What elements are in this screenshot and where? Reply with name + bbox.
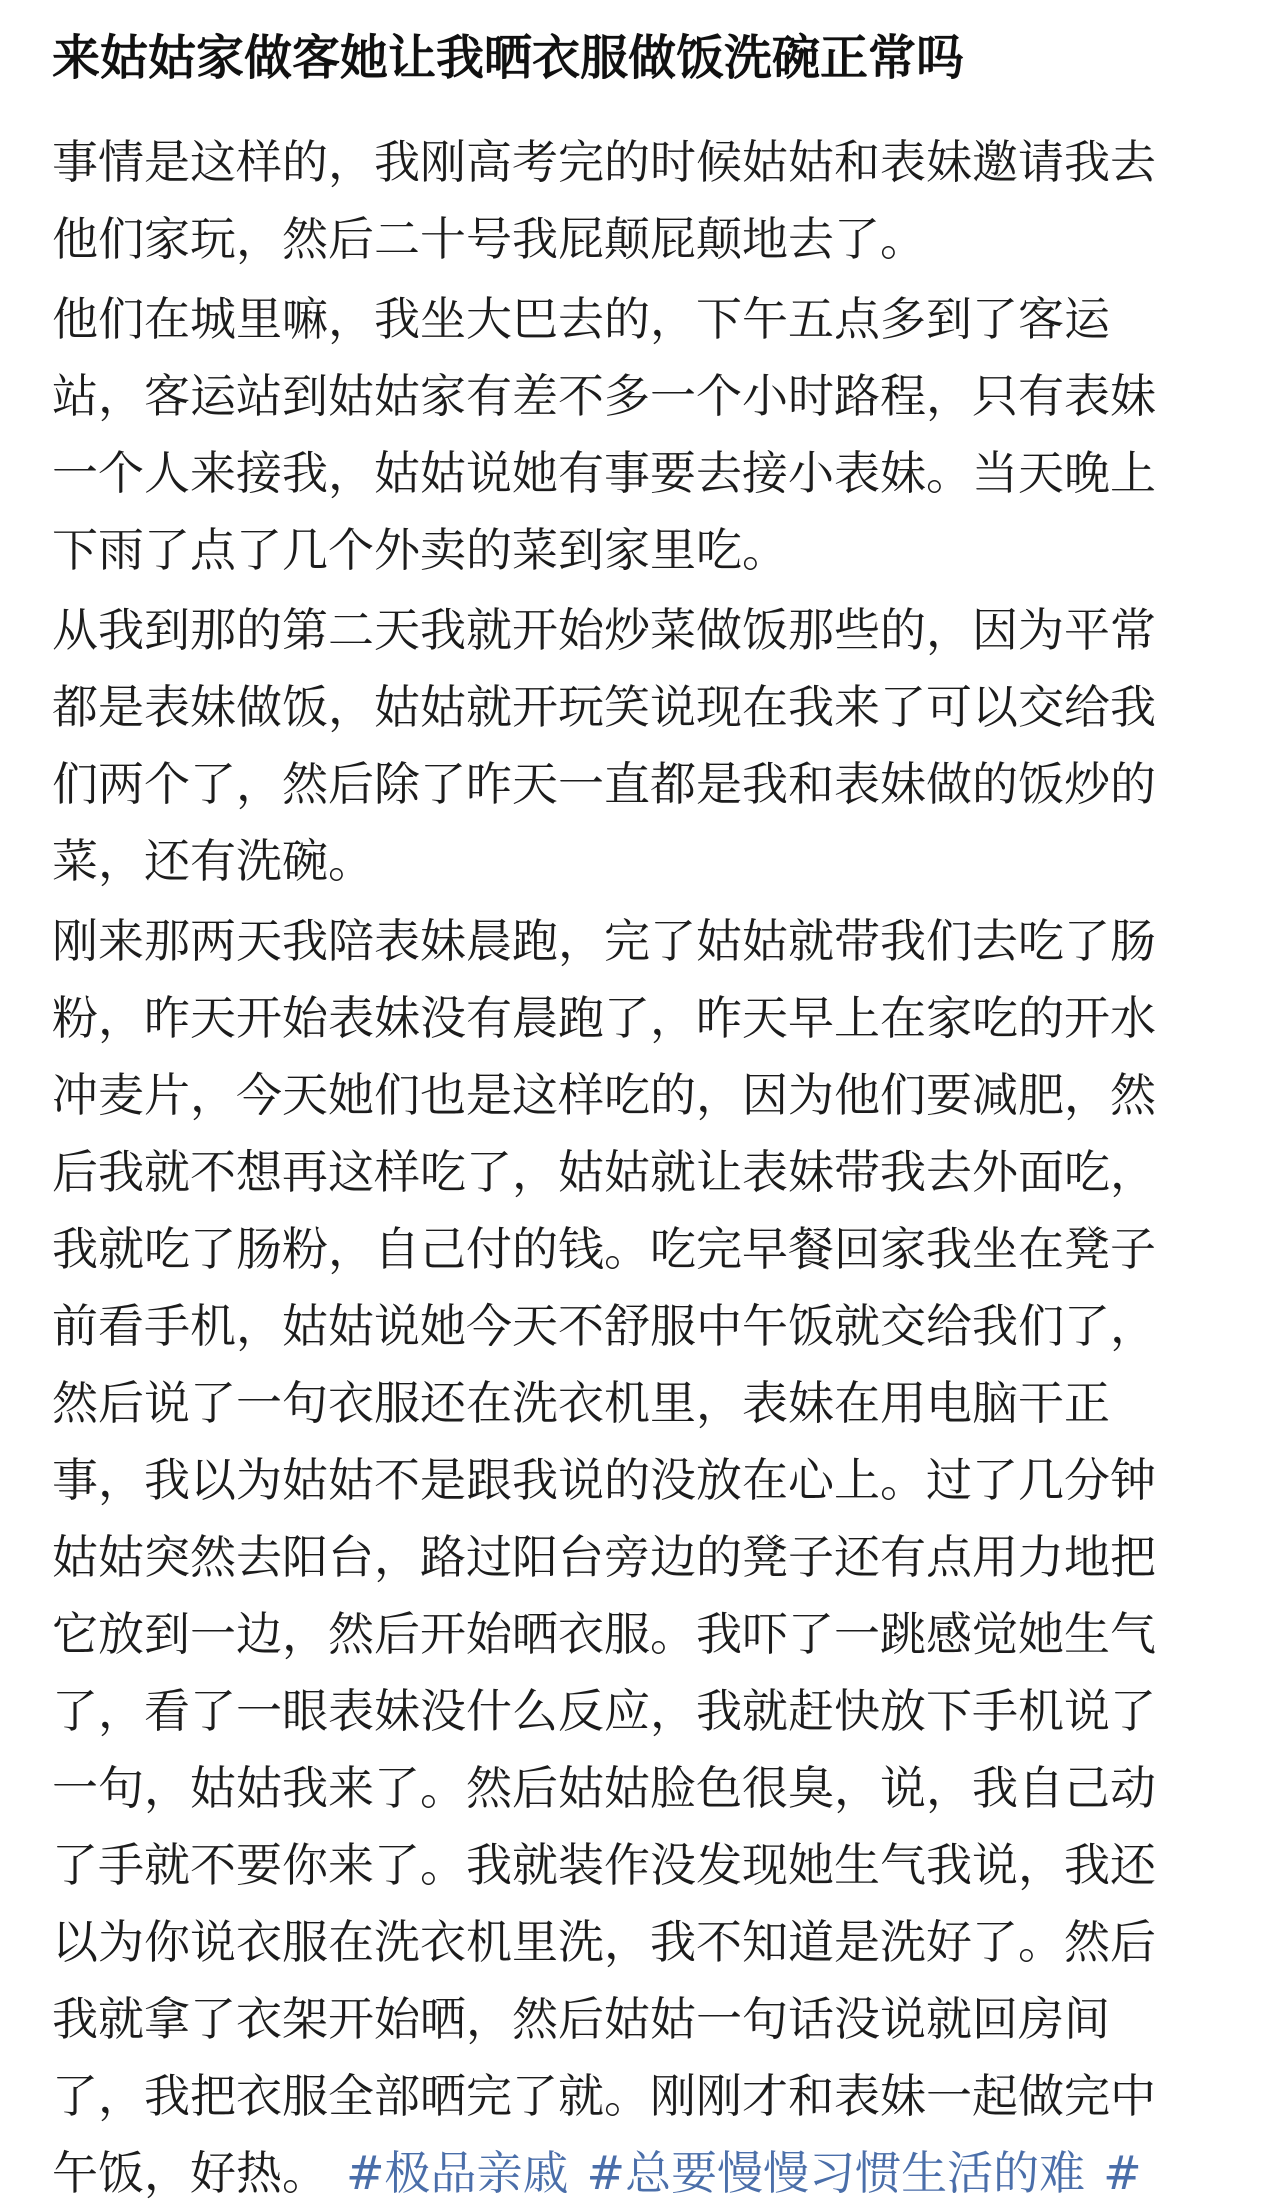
text-line: 了手就不要你来了。我就装作没发现她生气我说，我还 (52, 1838, 1156, 1892)
post-body (52, 124, 1241, 2212)
text-line: 一个人来接我，姑姑说她有事要去接小表妹。当天晚上 (52, 446, 1156, 500)
paragraph-3 (52, 592, 1241, 900)
text-line: 从我到那的第二天我就开始炒菜做饭那些的，因为平常 (52, 603, 1156, 657)
text-line: 它放到一边，然后开始晒衣服。我吓了一跳感觉她生气 (52, 1607, 1156, 1661)
paragraph-2 (52, 281, 1241, 589)
text-line: 了，我把衣服全部晒完了就。刚刚才和表妹一起做完中 (52, 2069, 1156, 2123)
hashtag-link[interactable]: #极品亲戚 (346, 2146, 569, 2200)
text-line: 刚来那两天我陪表妹晨跑，完了姑姑就带我们去吃了肠 (52, 914, 1156, 968)
text-line: 一句，姑姑我来了。然后姑姑脸色很臭，说，我自己动 (52, 1761, 1156, 1815)
text-line: 事，我以为姑姑不是跟我说的没放在心上。过了几分钟 (52, 1453, 1156, 1507)
text-line: 我就拿了衣架开始晒，然后姑姑一句话没说就回房间 (52, 1992, 1110, 2046)
text-line: 后我就不想再这样吃了，姑姑就让表妹带我去外面吃， (52, 1145, 1156, 1199)
text-line: 粉，昨天开始表妹没有晨跑了，昨天早上在家吃的开水 (52, 991, 1156, 1045)
text-line: 以为你说衣服在洗衣机里洗，我不知道是洗好了。然后 (52, 1915, 1156, 1969)
text-line: 我就吃了肠粉，自己付的钱。吃完早餐回家我坐在凳子 (52, 1222, 1156, 1276)
text-line: 然后说了一句衣服还在洗衣机里，表妹在用电脑干正 (52, 1376, 1110, 1430)
text-line: 站，客运站到姑姑家有差不多一个小时路程，只有表妹 (52, 369, 1156, 423)
paragraph-4 (52, 903, 1241, 2212)
text-line: 都是表妹做饭，姑姑就开玩笑说现在我来了可以交给我 (52, 680, 1156, 734)
text-line: 姑姑突然去阳台，路过阳台旁边的凳子还有点用力地把 (52, 1530, 1156, 1584)
paragraph-1 (52, 124, 1241, 278)
text-line: 们两个了，然后除了昨天一直都是我和表妹做的饭炒的 (52, 757, 1156, 811)
text-line: 事情是这样的，我刚高考完的时候姑姑和表妹邀请我去 (52, 135, 1156, 189)
hashtag-link[interactable]: #总要慢慢习惯生活的难 (586, 2146, 1086, 2200)
text-line: 冲麦片，今天她们也是这样吃的，因为他们要减肥，然 (52, 1068, 1156, 1122)
last-line-text: 午饭，好热。 (52, 2146, 328, 2200)
text-line: 了，看了一眼表妹没什么反应，我就赶快放下手机说了 (52, 1684, 1156, 1738)
text-line: 前看手机，姑姑说她今天不舒服中午饭就交给我们了， (52, 1299, 1156, 1353)
hashtag-link[interactable]: # (1103, 2146, 1142, 2200)
text-line: 他们家玩，然后二十号我屁颠屁颠地去了。 (52, 212, 926, 266)
text-line: 菜，还有洗碗。 (52, 834, 374, 888)
text-line: 下雨了点了几个外卖的菜到家里吃。 (52, 523, 788, 577)
last-line (52, 2135, 1241, 2212)
text-line: 他们在城里嘛，我坐大巴去的，下午五点多到了客运 (52, 292, 1110, 346)
post-title: 来姑姑家做客她让我晒衣服做饭洗碗正常吗 (52, 30, 965, 86)
